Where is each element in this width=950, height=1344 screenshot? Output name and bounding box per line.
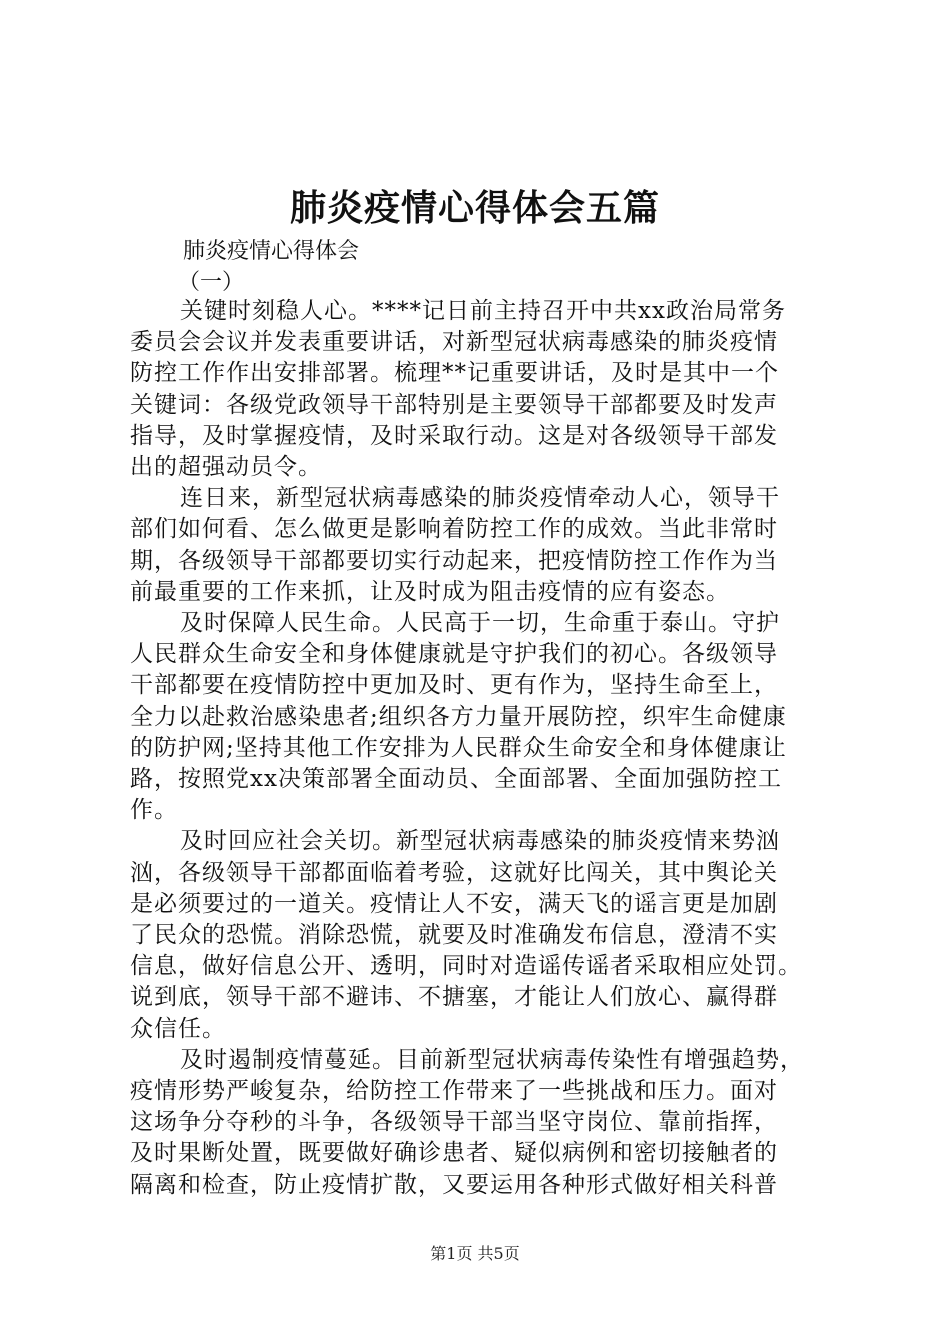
paragraph-line: 连日来，新型冠状病毒感染的肺炎疫情牵动人心，领导干: [180, 485, 780, 512]
document-subtitle: 肺炎疫情心得体会: [183, 239, 360, 264]
section-number: （一）: [178, 270, 245, 295]
document-body: [130, 296, 830, 1201]
paragraph-line: 的防护网;坚持其他工作安排为人民群众生命安全和身体健康让: [130, 734, 787, 761]
paragraph-line: 及时遏制疫情蔓延。目前新型冠状病毒传染性有增强趋势，: [180, 1046, 804, 1073]
paragraph-line: 出的超强动员令。: [130, 454, 322, 481]
document-title: 肺炎疫情心得体会五篇: [289, 187, 660, 229]
paragraph-line: 是必须要过的一道关。疫情让人不安，满天飞的谣言更是加剧: [130, 890, 778, 917]
paragraph-line: 指导，及时掌握疫情，及时采取行动。这是对各级领导干部发: [130, 422, 778, 449]
body-paragraph: [130, 483, 830, 608]
paragraph-line: 防控工作作出安排部署。梳理**记重要讲话，及时是其中一个: [130, 360, 779, 387]
paragraph-line: 关键词：各级党政领导干部特别是主要领导干部都要及时发声: [130, 391, 778, 418]
paragraph-line: 路，按照党xx决策部署全面动员、全面部署、全面加强防控工: [130, 766, 782, 793]
paragraph-line: 前最重要的工作来抓，让及时成为阻击疫情的应有姿态。: [130, 578, 730, 605]
paragraph-line: 作。: [130, 797, 178, 824]
paragraph-line: 疫情形势严峻复杂，给防控工作带来了一些挑战和压力。面对: [130, 1078, 778, 1105]
page-footer: 第1页 共5页: [430, 1244, 520, 1263]
body-paragraph: [130, 826, 830, 1044]
paragraph-line: 关键时刻稳人心。****记日前主持召开中共xx政治局常务: [180, 298, 786, 324]
body-paragraph: [130, 296, 830, 483]
paragraph-line: 委员会会议并发表重要讲话，对新型冠状病毒感染的肺炎疫情: [130, 329, 778, 356]
body-paragraph: [130, 608, 830, 826]
paragraph-line: 这场争分夺秒的斗争，各级领导干部当坚守岗位、靠前指挥，: [130, 1109, 778, 1136]
paragraph-line: 及时果断处置，既要做好确诊患者、疑似病例和密切接触者的: [130, 1140, 778, 1167]
paragraph-line: 说到底，领导干部不避讳、不搪塞，才能让人们放心、赢得群: [130, 984, 778, 1011]
paragraph-line: 干部都要在疫情防控中更加及时、更有作为，坚持生命至上，: [130, 672, 778, 699]
body-paragraph: [130, 1045, 830, 1201]
paragraph-line: 人民群众生命安全和身体健康就是守护我们的初心。各级领导: [130, 641, 778, 668]
paragraph-line: 隔离和检查，防止疫情扩散，又要运用各种形式做好相关科普: [130, 1171, 778, 1198]
paragraph-line: 部们如何看、怎么做更是影响着防控工作的成效。当此非常时: [130, 516, 778, 543]
paragraph-line: 汹，各级领导干部都面临着考验，这就好比闯关，其中舆论关: [130, 859, 778, 886]
paragraph-line: 众信任。: [130, 1015, 226, 1042]
paragraph-line: 期，各级领导干部都要切实行动起来，把疫情防控工作作为当: [130, 547, 778, 574]
paragraph-line: 了民众的恐慌。消除恐慌，就要及时准确发布信息，澄清不实: [130, 922, 778, 949]
paragraph-line: 全力以赴救治感染患者;组织各方力量开展防控，织牢生命健康: [130, 703, 787, 730]
paragraph-line: 及时保障人民生命。人民高于一切，生命重于泰山。守护: [180, 610, 780, 637]
paragraph-line: 及时回应社会关切。新型冠状病毒感染的肺炎疫情来势汹: [180, 828, 780, 855]
paragraph-line: 信息，做好信息公开、透明，同时对造谣传谣者采取相应处罚。: [130, 953, 802, 980]
